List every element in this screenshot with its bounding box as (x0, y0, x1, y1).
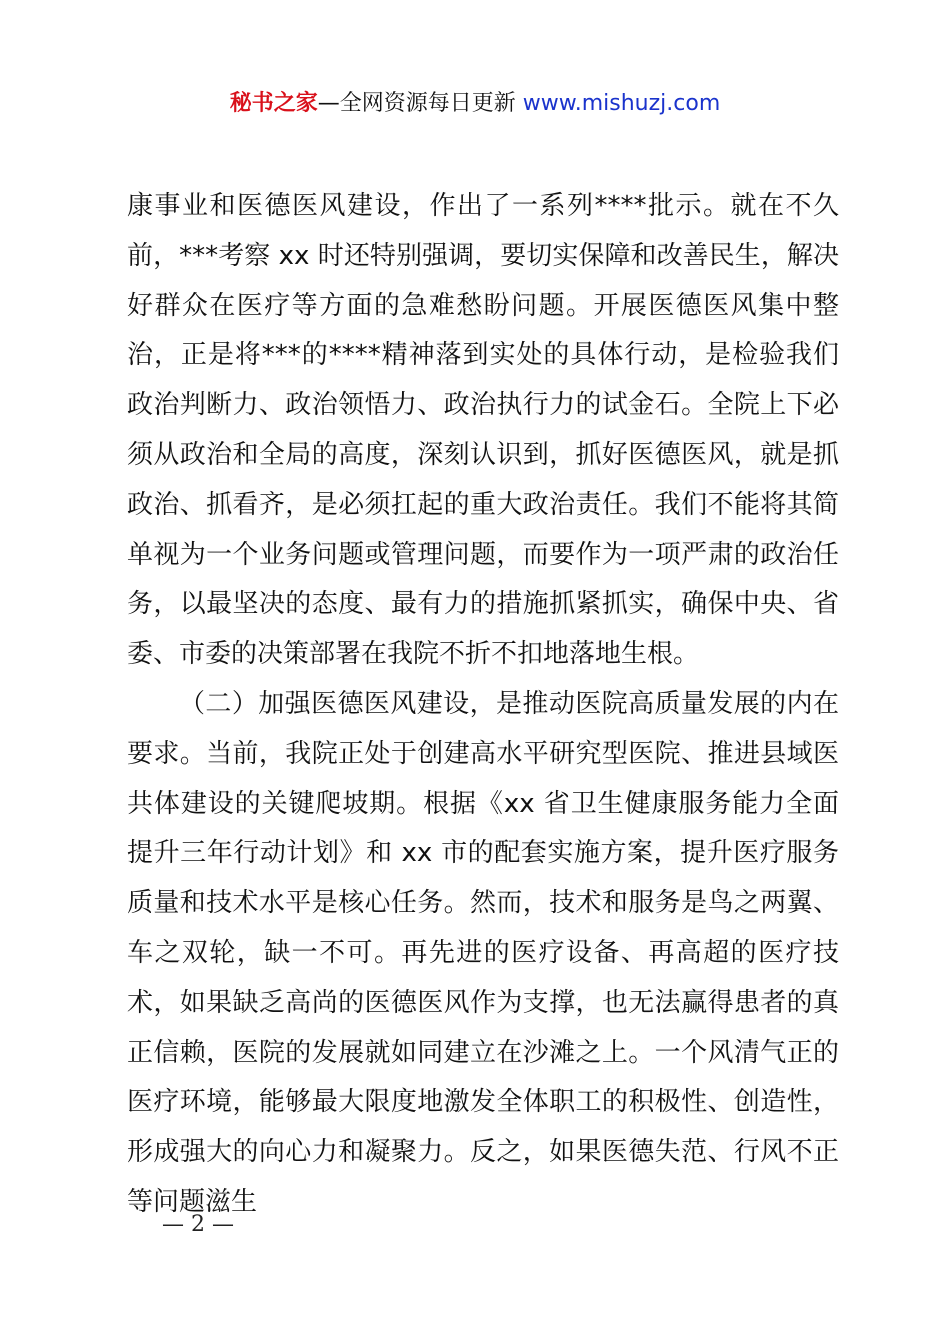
page-number: — 2 — (162, 1212, 234, 1237)
body-paragraph-2: （二）加强医德医风建设，是推动医院高质量发展的内在要求。当前，我院正处于创建高水平研究型医院、推进县域医共体建设的关键爬坡期。根据《xx 省卫生健康服务能力全面提升三年行动计划》和 xx 市的配套实施方案，提升医疗服务质量和技术水平是核心任务。然而，技术和服务是鸟之两翼、车之双轮，缺一不可。再先进的医疗设备、再高超的医疗技术，如果缺乏高尚的医德医风作为支撑，也无法赢得患者的真正信赖，医院的发展就如同建立在沙滩之上。一个风清气正的医疗环境，能够最大限度地激发全体职工的积极性、创造性，形成强大的向心力和凝聚力。反之，如果医德失范、行风不正等问题滋生 (127, 688, 839, 1217)
document-body (127, 182, 839, 1228)
page-header (0, 88, 950, 120)
body-paragraph-1: 康事业和医德医风建设，作出了一系列****批示。就在不久前，***考察 xx 时还特别强调，要切实保障和改善民生，解决好群众在医疗等方面的急难愁盼问题。开展医德医风集中整治，正是将***的****精神落到实处的具体行动，是检验我们政治判断力、政治领悟力、政治执行力的试金石。全院上下必须从政治和全局的高度，深刻认识到，抓好医德医风，就是抓政治、抓看齐，是必须扛起的重大政治责任。我们不能将其简单视为一个业务问题或管理问题，而要作为一项严肃的政治任务，以最坚决的态度、最有力的措施抓紧抓实，确保中央、省委、市委的决策部署在我院不折不扣地落地生根。 (127, 191, 839, 670)
header-url-link[interactable]: www.mishuzj.com (522, 91, 721, 116)
header-brand: 秘书之家 (229, 91, 318, 116)
header-slogan: —全网资源每日更新 (317, 91, 523, 116)
